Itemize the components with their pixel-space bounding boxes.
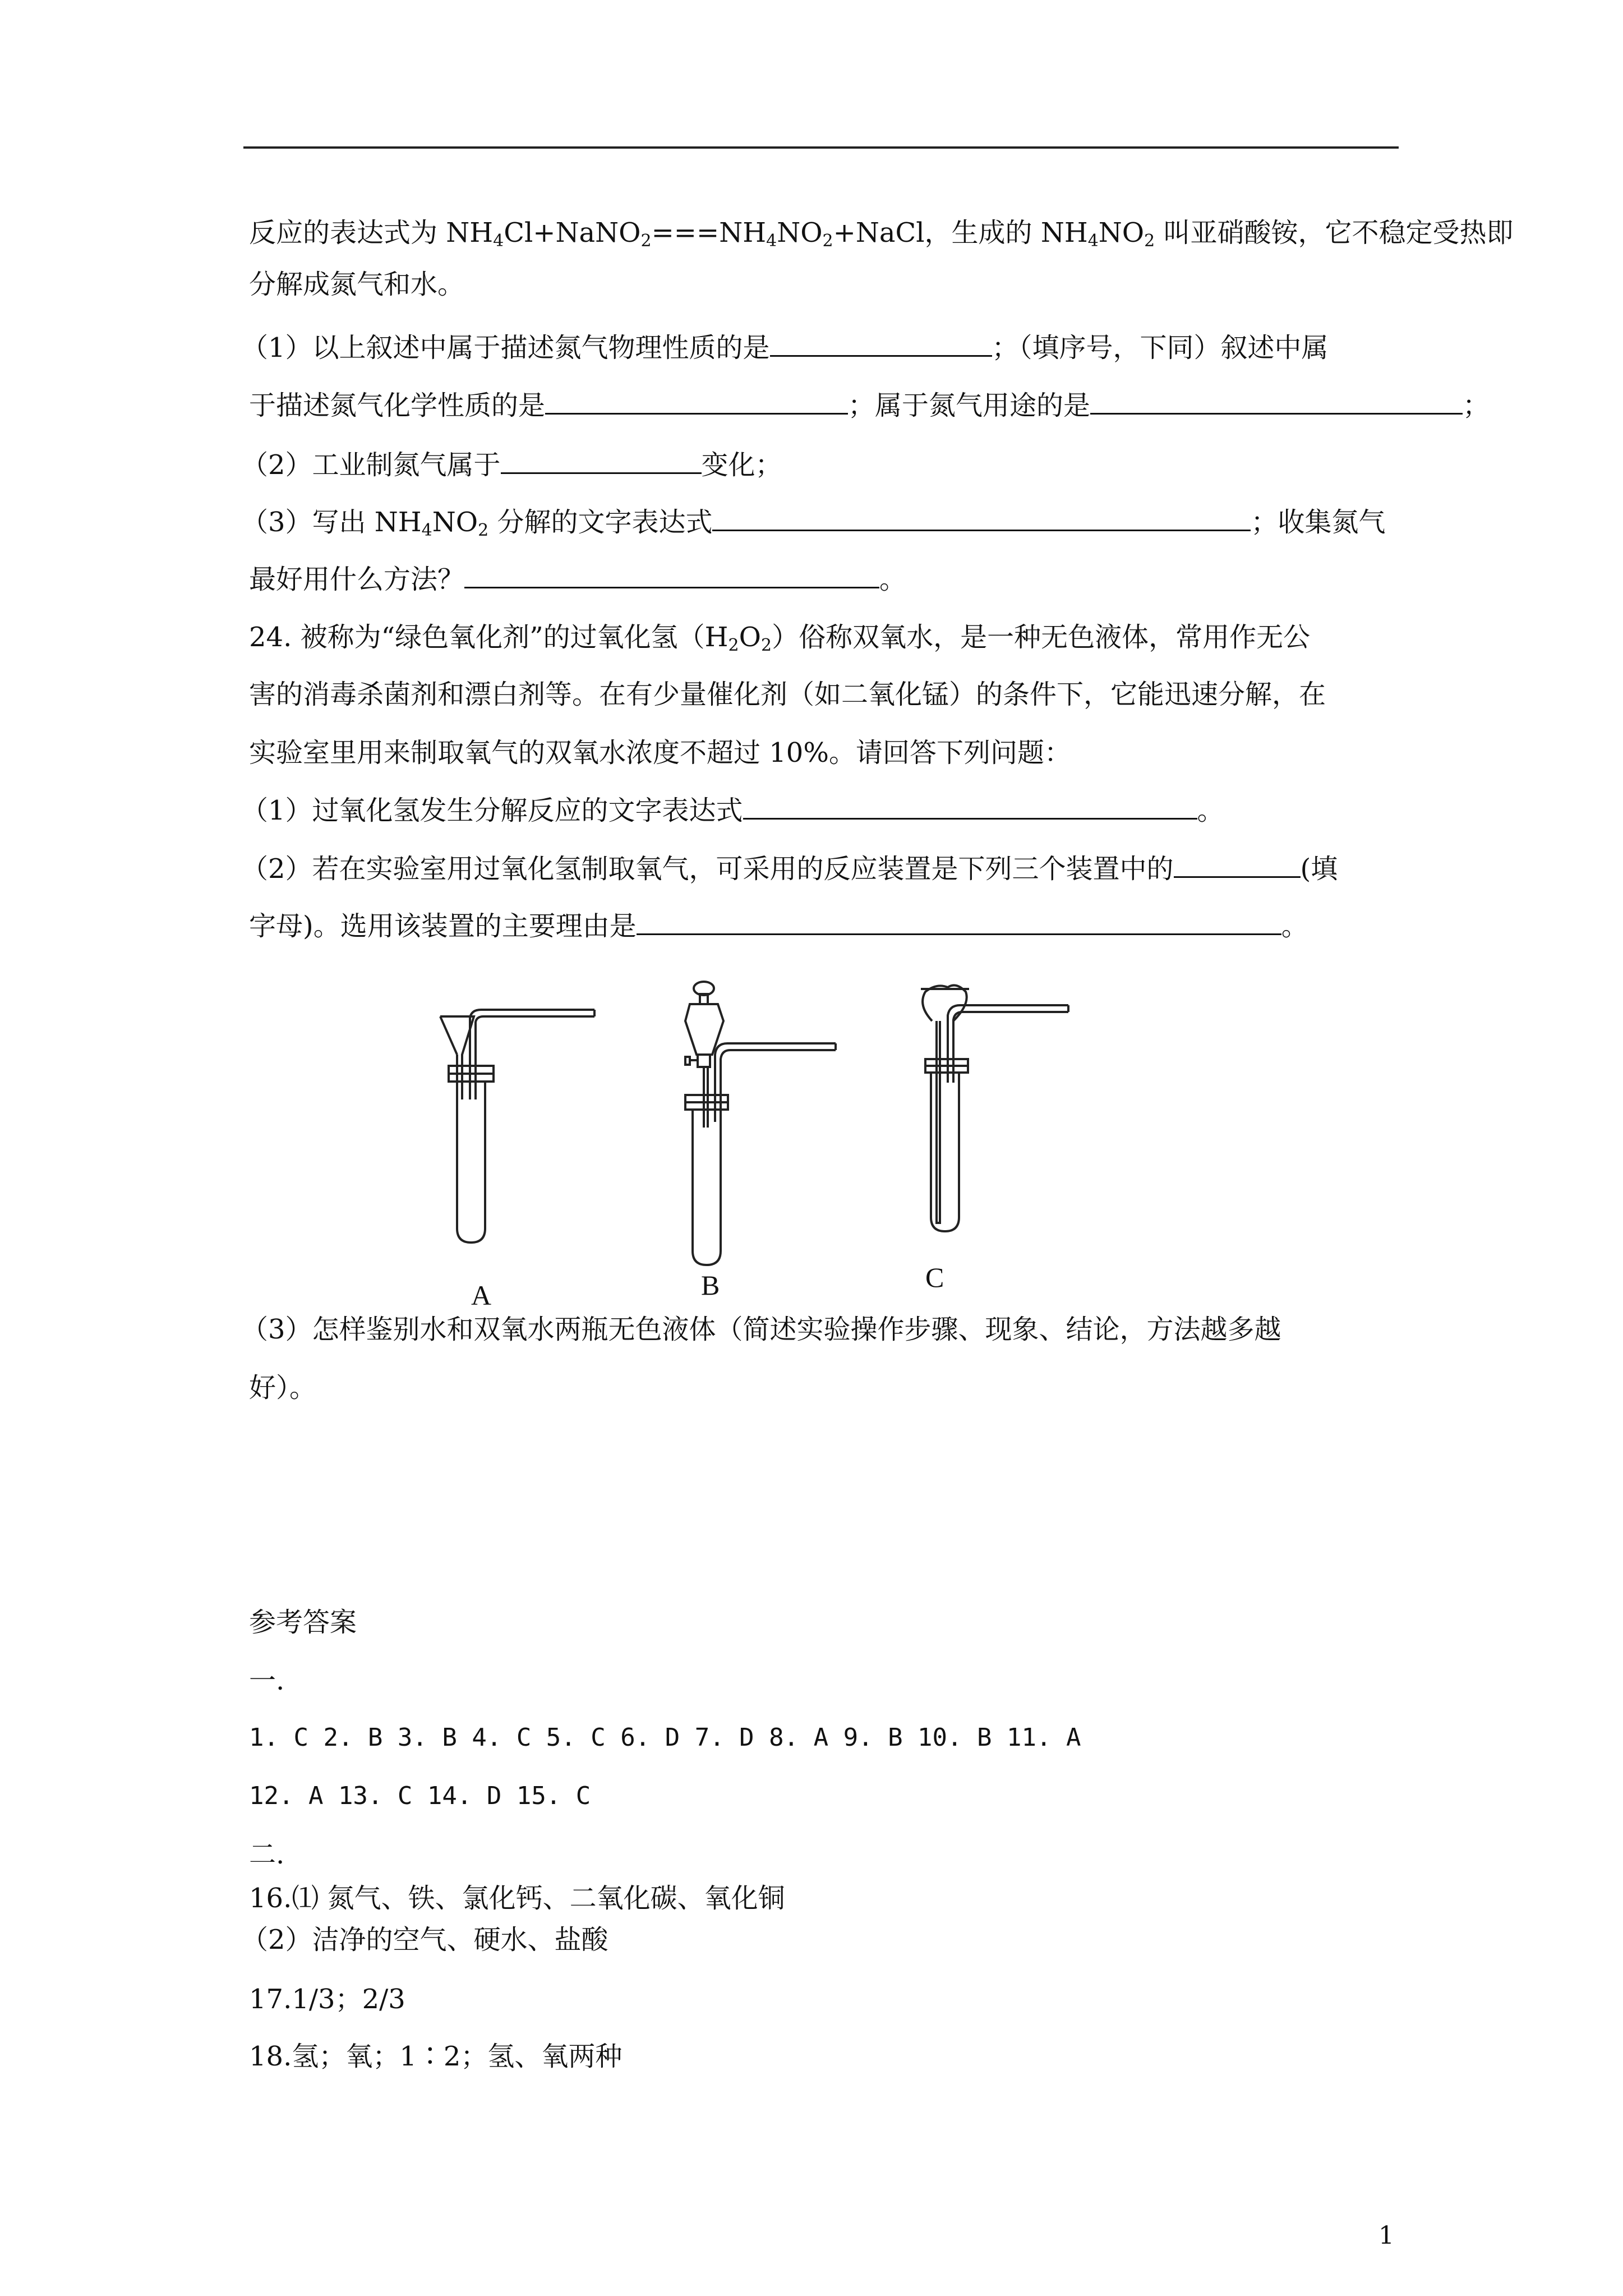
q24-part2-line1: （2）若在实验室用过氧化氢制取氧气，可采用的反应装置是下列三个装置中的 (填	[241, 850, 1338, 886]
answer-16-1: 16.⑴ 氮气、铁、氯化钙、二氧化碳、氧化铜	[249, 1883, 785, 1914]
answer-18: 18.氢；氧；1∶2；氢、氧两种	[249, 2041, 623, 2072]
answers-title: 参考答案	[249, 1607, 357, 1638]
reaction-line-2: 分解成氮气和水。	[249, 269, 465, 300]
q23-part2: （2）工业制氮气属于 变化；	[241, 447, 782, 482]
q24-line2: 害的消毒杀菌剂和漂白剂等。在有少量催化剂（如二氧化锰）的条件下，它能迅速分解，在	[249, 679, 1326, 710]
q24-part1: （1）过氧化氢发生分解反应的文字表达式 。	[241, 792, 1224, 827]
apparatus-a-drawing	[440, 1010, 594, 1243]
page-number: 1	[1378, 2221, 1394, 2250]
q24-part2-line2: 字母)。选用该装置的主要理由是 。	[249, 908, 1308, 943]
q23-part1-line1: （1）以上叙述中属于描述氮气物理性质的是 ；（填序号，下同）叙述中属	[241, 329, 1329, 365]
label-a: A	[471, 1280, 492, 1311]
answers-section-2: 二.	[249, 1839, 285, 1870]
label-c: C	[925, 1262, 944, 1293]
q23-part3-line1: （3）写出 $NH_4NO_2$ 分解的文字表达式 ；收集氮气	[241, 504, 1386, 539]
q24-line3: 实验室里用来制取氧气的双氧水浓度不超过 10%。请回答下列问题：	[249, 737, 1071, 769]
answer-16-2: （2）洁净的空气、硬水、盐酸	[241, 1924, 608, 1955]
q23-part1-line2: 于描述氮气化学性质的是 ；属于氮气用途的是 ；	[249, 387, 1490, 422]
q23-part3-line2: 最好用什么方法？ 。	[249, 561, 906, 596]
reaction-line: 反应的表达式为 $NH_4Cl+NaNO_2===NH_4NO_2+NaCl$，生成的 $NH_4NO_2$ 叫亚硝酸铵，它不稳定受热即	[249, 217, 1514, 251]
apparatus-b-drawing	[685, 982, 836, 1265]
q24-part3-line1: （3）怎样鉴别水和双氧水两瓶无色液体（简述实验操作步骤、现象、结论，方法越多越	[241, 1314, 1281, 1345]
label-b: B	[701, 1269, 720, 1301]
answers-section-1: 一.	[249, 1665, 285, 1696]
apparatus-c-drawing	[921, 985, 1068, 1231]
answers-row-1: 1. C 2. B 3. B 4. C 5. C 6. D 7. D 8. A 9. B 10. B 11. A	[249, 1723, 1081, 1752]
answer-17: 17.1/3；2/3	[249, 1984, 405, 2015]
q24-part3-line2: 好）。	[249, 1372, 317, 1404]
q24-line1: 24. 被称为“绿色氧化剂”的过氧化氢$(H_2O_2)$俗称双氧水，是一种无色液体，常用作无公	[249, 622, 1311, 655]
answers-row-2: 12. A 13. C 14. D 15. C	[249, 1782, 591, 1810]
